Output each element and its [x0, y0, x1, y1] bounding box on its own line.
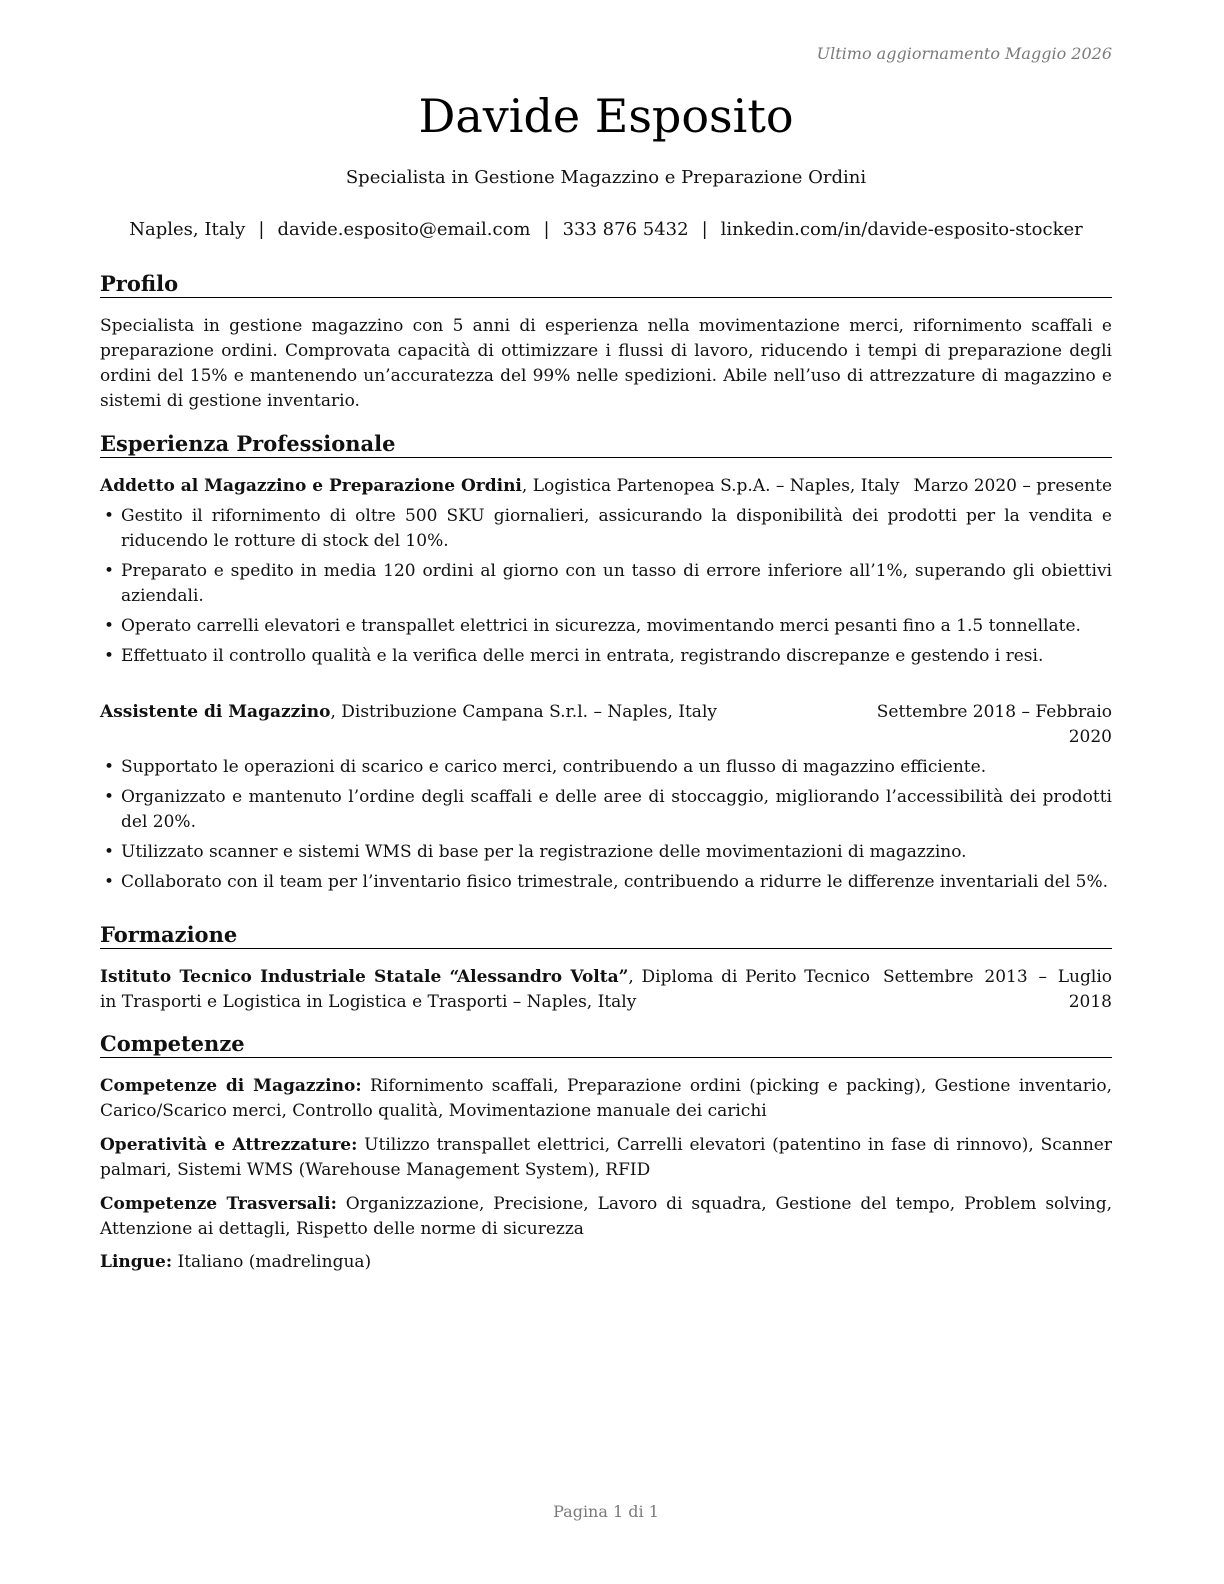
- bullet-text: Operato carrelli elevatori e transpallet elettrici in sicurezza, movimentando merci pesanti fino a 1.5 tonnellate.: [121, 616, 1081, 636]
- job-dates: [877, 700, 1112, 750]
- job-company: , Logistica Partenopea S.p.A. – Naples, Italy: [521, 476, 900, 496]
- education-dates: [872, 965, 1112, 1015]
- job-title: Assistente di Magazzino: [100, 702, 331, 722]
- education-dates-line: Settembre 2013 – Luglio: [882, 967, 1112, 987]
- bullet-dot-icon: •: [104, 616, 115, 636]
- candidate-subtitle: Specialista in Gestione Magazzino e Preparazione Ordini: [345, 167, 867, 188]
- profile-text: Specialista in gestione magazzino con 5 anni di esperienza nella movimentazione merci, rifornimento scaffali e preparazione ordini. Comprovata capacità di ottimizzare i flussi di lavoro, riducendo i tempi di preparazione degli ordini del 15% e mantenendo un’accuratezza del 99% nelle spedizioni. Abile nell’uso di attrezzature di magazzino e sistemi di gestione inventario.: [100, 316, 1112, 411]
- list-item: [100, 870, 1112, 895]
- list-item: [100, 755, 1112, 780]
- job-company: , Distribuzione Campana S.r.l. – Naples, Italy: [330, 702, 717, 722]
- job-bullets: [100, 504, 1112, 674]
- contact-separator: |: [543, 219, 550, 240]
- contact-line: [40, 219, 1172, 240]
- list-item: [100, 785, 1112, 835]
- skill-group: [100, 1133, 1112, 1183]
- contact-linkedin[interactable]: linkedin.com/in/davide-esposito-stocker: [720, 219, 1083, 240]
- skill-text: Utilizzo transpallet elettrici, Carrelli elevatori (patentino in fase di rinnovo), Scanner palmari, Sistemi WMS (Warehouse Management System), RFID: [100, 1135, 1112, 1180]
- contact-separator: |: [258, 219, 265, 240]
- skill-group: [100, 1192, 1112, 1242]
- list-item: [100, 644, 1112, 669]
- bullet-dot-icon: •: [104, 757, 115, 777]
- job-dates-line: Settembre 2018 – Febbraio: [876, 702, 1112, 722]
- contact-email[interactable]: davide.esposito@email.com: [277, 219, 531, 240]
- bullet-dot-icon: •: [104, 561, 115, 581]
- bullet-dot-icon: •: [104, 646, 115, 666]
- skill-text: Organizzazione, Precisione, Lavoro di squadra, Gestione del tempo, Problem solving, Attenzione ai dettagli, Rispetto delle norme di sicurezza: [100, 1194, 1112, 1239]
- job-dates-line: 2020: [1068, 727, 1112, 747]
- job-bullets: [100, 755, 1112, 900]
- skill-group: [100, 1074, 1112, 1124]
- list-item: [100, 840, 1112, 865]
- section-heading-education: Formazione: [100, 922, 1112, 949]
- candidate-name: Davide Esposito: [418, 89, 794, 143]
- bullet-dot-icon: •: [104, 872, 115, 892]
- bullet-dot-icon: •: [104, 506, 115, 526]
- last-updated: Ultimo aggiornamento Maggio 2026: [816, 44, 1112, 63]
- page-number: Pagina 1 di 1: [553, 1502, 659, 1521]
- skill-group: [100, 1250, 1112, 1275]
- bullet-text: Collaborato con il team per l’inventario fisico trimestrale, contribuendo a ridurre le differenze inventariali del 5%.: [121, 872, 1109, 892]
- education-entry: [100, 965, 1112, 1015]
- bullet-text: Preparato e spedito in media 120 ordini al giorno con un tasso di errore inferiore all’1%, superando gli obiettivi aziendali.: [121, 561, 1112, 606]
- job-header: [100, 474, 1112, 499]
- education-degree: , Diploma di Perito Tecnico in Trasporti e Logistica in Logistica e Trasporti – Naples, Italy: [100, 967, 870, 1012]
- section-heading-skills: Competenze: [100, 1031, 1112, 1058]
- skill-label: Competenze di Magazzino:: [100, 1076, 362, 1096]
- bullet-dot-icon: •: [104, 787, 115, 807]
- job-title: Addetto al Magazzino e Preparazione Ordini: [100, 476, 522, 496]
- job-header: [100, 700, 1112, 747]
- contact-location: Naples, Italy: [129, 219, 246, 240]
- bullet-dot-icon: •: [104, 842, 115, 862]
- skill-label: Lingue:: [100, 1252, 173, 1272]
- bullet-text: Supportato le operazioni di scarico e carico merci, contribuendo a un flusso di magazzino efficiente.: [121, 757, 987, 777]
- education-details: [100, 965, 870, 1015]
- skill-text: Rifornimento scaffali, Preparazione ordini (picking e packing), Gestione inventario, Carico/Scarico merci, Controllo qualità, Movimentazione manuale dei carichi: [100, 1076, 1112, 1121]
- resume-page: [100, 0, 1112, 1584]
- contact-separator: |: [701, 219, 708, 240]
- list-item: [100, 504, 1112, 554]
- list-item: [100, 614, 1112, 639]
- section-heading-profile: Profilo: [100, 271, 1112, 298]
- job-dates: Marzo 2020 – presente: [913, 476, 1112, 496]
- bullet-text: Gestito il rifornimento di oltre 500 SKU giornalieri, assicurando la disponibilità dei prodotti per la vendita e riducendo le rotture di stock del 10%.: [121, 506, 1112, 551]
- bullet-text: Utilizzato scanner e sistemi WMS di base per la registrazione delle movimentazioni di magazzino.: [121, 842, 967, 862]
- education-dates-line: 2018: [1068, 992, 1112, 1012]
- skill-label: Operatività e Attrezzature:: [100, 1135, 358, 1155]
- bullet-text: Effettuato il controllo qualità e la verifica delle merci in entrata, registrando discrepanze e gestendo i resi.: [121, 646, 1044, 666]
- list-item: [100, 559, 1112, 609]
- contact-phone: 333 876 5432: [562, 219, 689, 240]
- education-school: Istituto Tecnico Industriale Statale “Alessandro Volta”: [100, 967, 629, 987]
- section-heading-experience: Esperienza Professionale: [100, 431, 1112, 458]
- skill-label: Competenze Trasversali:: [100, 1194, 337, 1214]
- skill-text: Italiano (madrelingua): [172, 1252, 372, 1272]
- bullet-text: Organizzato e mantenuto l’ordine degli scaffali e delle aree di stoccaggio, migliorando l’accessibilità dei prodotti del 20%.: [121, 787, 1112, 832]
